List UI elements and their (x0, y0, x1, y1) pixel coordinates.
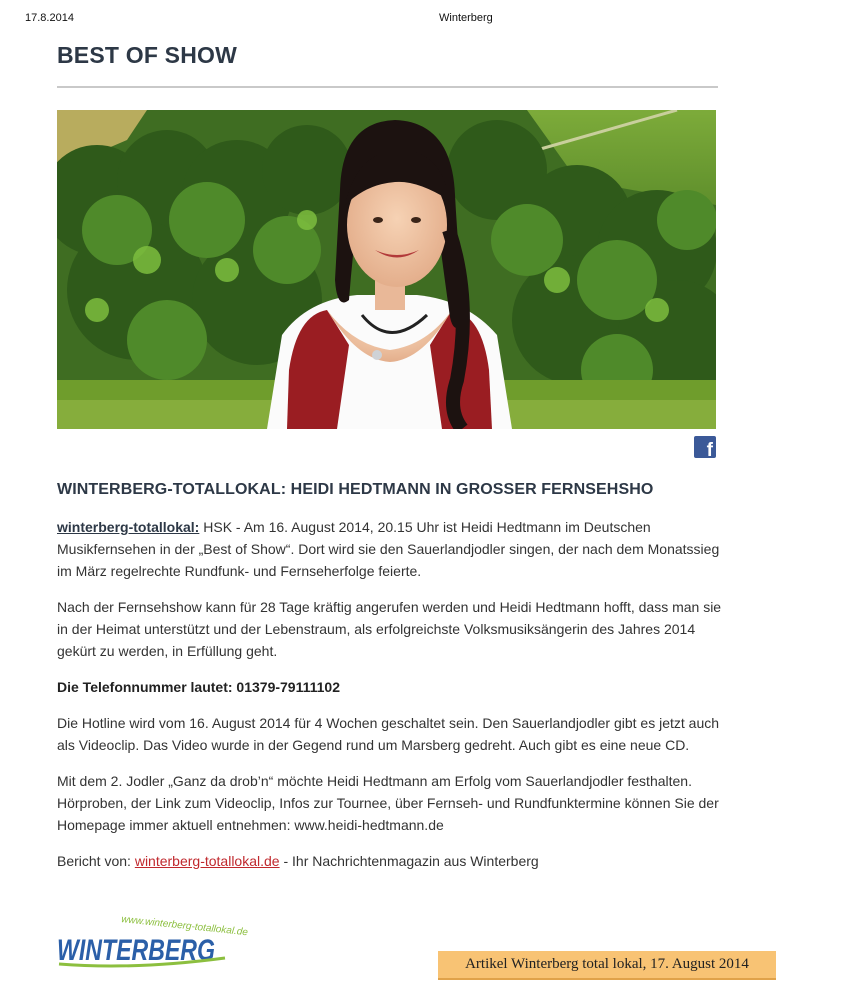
facebook-share-button[interactable] (694, 436, 716, 461)
article-paragraph: Nach der Fernsehshow kann für 28 Tage kräftig angerufen werden und Heidi Hedtmann hofft, dass man sie in der Heimat unterstützt und der Lebenstraum, als erfolgreichste Volksmusiksängerin des Jahres 2014 gekürt zu werden, in Erfüllung geht. (57, 599, 722, 659)
report-suffix: - Ihr Nachrichtenmagazin aus Winterberg (279, 853, 539, 869)
print-date: 17.8.2014 (25, 12, 74, 24)
hero-photo (57, 110, 716, 429)
title-divider (57, 86, 718, 88)
paragraph-text: HSK - Am 16. August 2014, 20.15 Uhr ist Heidi Hedtmann im Deutschen Musikfernsehen in der „Best of Show“. Dort wird sie den Sauerlandjodler singen, der nach dem Monatssieg im März regelrechte Rundfunk- und Fernseherfolge feierte. (57, 519, 720, 579)
report-source-link[interactable]: winterberg-totallokal.de (134, 853, 280, 869)
logo-wordmark: WINTERBERG (57, 934, 215, 967)
print-site-name: Winterberg (439, 12, 493, 24)
winterberg-logo[interactable] (55, 908, 280, 968)
source-tag-link[interactable]: winterberg-totallokal: (57, 519, 200, 535)
article-heading: WINTERBERG-TOTALLOKAL: HEIDI HEDTMANN IN GROSSER FERNSEHSHO (57, 481, 654, 498)
logo-url-text: www.winterberg-totallokal.de (120, 914, 249, 939)
article-paragraph: Die Hotline wird vom 16. August 2014 für 4 Wochen geschaltet sein. Den Sauerlandjodler gibt es jetzt auch als Videoclip. Das Video wurde in der Gegend rund um Marsberg gedreht. Auch gibt es eine neue CD. (57, 715, 720, 753)
page-title: BEST OF SHOW (57, 42, 238, 68)
report-credit (57, 850, 727, 872)
report-prefix: Bericht von: (57, 853, 135, 869)
phone-number-line: Die Telefonnummer lautet: 01379-79111102 (57, 679, 340, 695)
article-body (57, 516, 727, 886)
facebook-icon: f (706, 440, 713, 461)
article-paragraph (57, 516, 727, 582)
article-paragraph: Mit dem 2. Jodler „Ganz da drob’n“ möchte Heidi Hedtmann am Erfolg vom Sauerlandjodler festhalten. Hörproben, der Link zum Videoclip, Infos zur Tournee, über Fernseh- und Rundfunktermine können Sie der Homepage immer aktuell entnehmen: www.heidi-hedtmann.de (57, 773, 719, 833)
article-footer-note: Artikel Winterberg total lokal, 17. August 2014 (438, 951, 776, 980)
